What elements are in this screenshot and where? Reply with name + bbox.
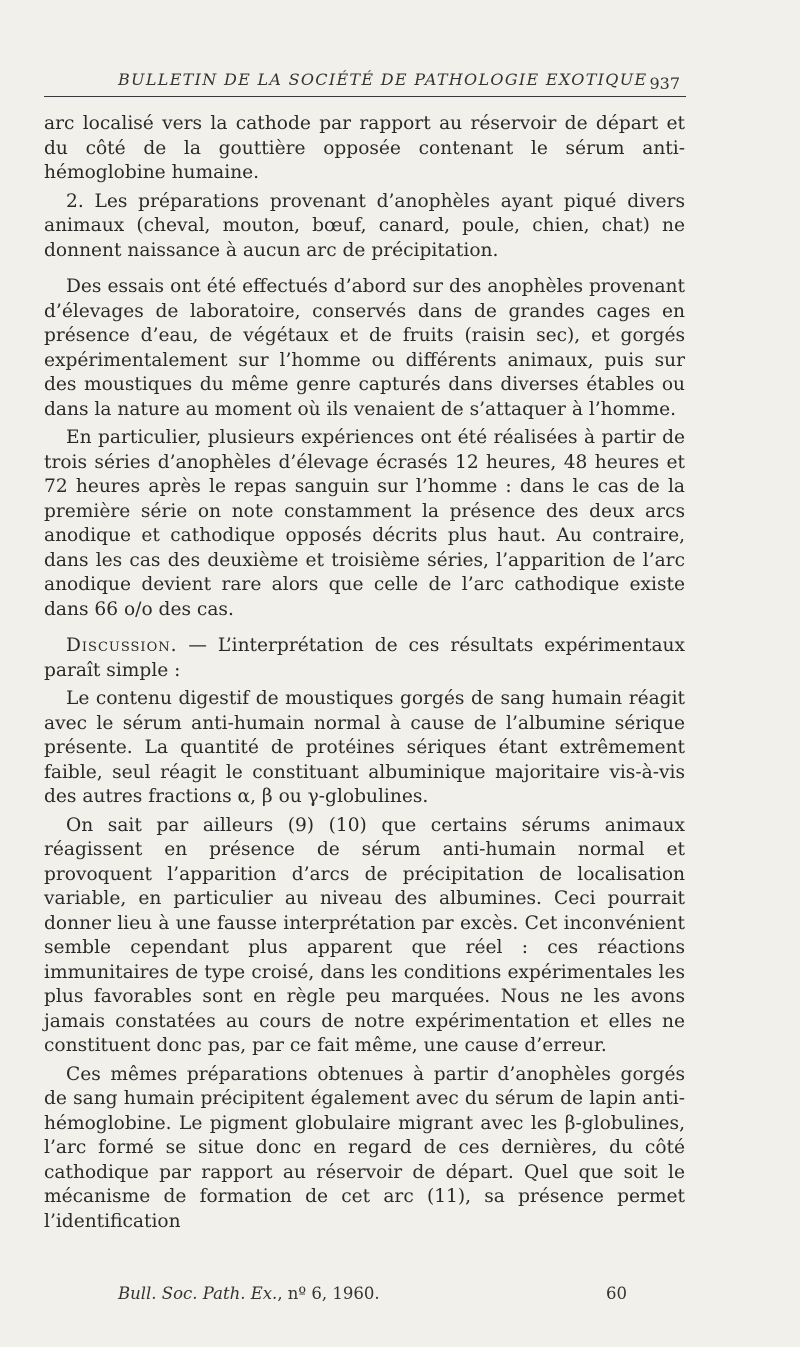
discussion-heading: Discussion.	[66, 635, 178, 656]
paragraph-discussion	[44, 634, 685, 683]
issue-info: , nº 6, 1960.	[277, 1284, 380, 1303]
footer-citation	[118, 1284, 380, 1303]
paragraph-preparations-hemoglobine: Ces mêmes préparations obtenues à partir d’anophèles gorgés de sang humain précipitent également avec du sérum de lapin anti-hémoglobine. Le pigment globulaire migrant avec les β-globulines, l’arc formé se situe donc en regard de ces dernières, du côté cathodique par rapport au réservoir de départ. Quel que soit le mécanisme de formation de cet arc (11), sa présence permet l’identification	[44, 1063, 685, 1232]
paragraph-serums-animaux: On sait par ailleurs (9) (10) que certains sérums animaux réagissent en présence de sérum anti-humain normal et provoquent l’apparition d’arcs de précipitation de localisation variable, en particulier au niveau des albumines. Ceci pourrait donner lieu à une fausse interprétation par excès. Cet inconvénient semble cependant plus apparent que réel : ces réactions immunitaires de type croisé, dans les conditions expérimentales les plus favorables sont en règle peu marquées. Nous ne les avons jamais constatées au cours de notre expérimentation et elles ne constituent donc pas, par ce fait même, une cause d’erreur.	[44, 814, 685, 1056]
paragraph-experiences: En particulier, plusieurs expériences ont été réalisées à partir de trois séries d’anophèles d’élevage écrasés 12 heures, 48 heures et 72 heures après le repas sanguin sur l’homme : dans le cas de la première série on note constamment la présence des deux arcs anodique et cathodique opposés décrits plus haut. Au contraire, dans les cas des deuxième et troisième séries, l’apparition de l’arc anodique devient rare alors que celle de l’arc cathodique existe dans 66 o/o des cas.	[44, 427, 685, 620]
running-header	[44, 66, 686, 97]
page-footer	[44, 1284, 685, 1308]
journal-title: BULLETIN DE LA SOCIÉTÉ DE PATHOLOGIE EXOTIQUE	[118, 70, 648, 89]
sheet-number: 60	[606, 1284, 627, 1303]
journal-abbreviation: Bull. Soc. Path. Ex.	[118, 1284, 278, 1303]
paragraph-essais: Des essais ont été effectués d’abord sur des anophèles provenant d’élevages de laboratoire, conservés dans de grandes cages en présence d’eau, de végétaux et de fruits (raisin sec), et gorgés expérimentalement sur l’homme ou différents animaux, puis sur des moustiques du même genre capturés dans diverses étables ou dans la nature au moment où ils venaient de s’attaquer à l’homme.	[44, 276, 685, 420]
paragraph-arc-localise: arc localisé vers la cathode par rapport au réservoir de départ et du côté de la gouttière opposée contenant le sérum anti-hémoglobine humaine.	[44, 113, 685, 183]
discussion-intro: — L’interprétation de ces résultats expérimentaux paraît simple :	[44, 635, 685, 681]
paragraph-contenu-digestif: Le contenu digestif de moustiques gorgés de sang humain réagit avec le sérum anti-humain normal à cause de l’albumine sérique présente. La quantité de protéines sériques étant extrêmement faible, seul réagit le constituant albuminique majoritaire vis-à-vis des autres fractions α, β ou γ-globulines.	[44, 688, 685, 807]
page-number: 937	[649, 74, 680, 93]
paragraph-point-2: 2. Les préparations provenant d’anophèles ayant piqué divers animaux (cheval, mouton, bœuf, canard, poule, chien, chat) ne donnent naissance à aucun arc de précipitation.	[44, 190, 685, 261]
article-body	[44, 112, 685, 1234]
